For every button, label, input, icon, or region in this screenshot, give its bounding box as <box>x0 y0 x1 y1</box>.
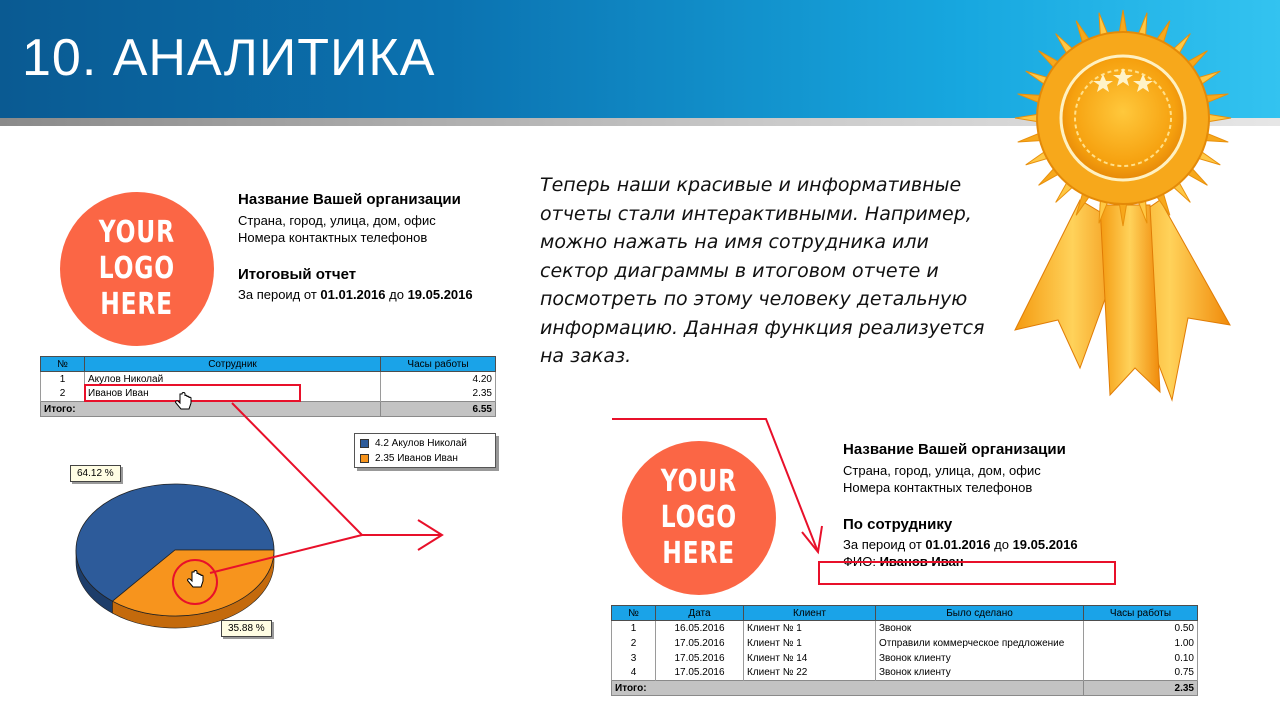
table-row: 4 17.05.2016 Клиент № 22 Звонок клиенту 0.75 <box>612 666 1198 681</box>
table-row: 3 17.05.2016 Клиент № 14 Звонок клиенту 0.10 <box>612 651 1198 666</box>
organization-name: Название Вашей организации <box>238 191 461 208</box>
column-header: Часы работы <box>381 357 496 372</box>
column-header: Клиент <box>744 606 876 621</box>
pie-percent-label: 35.88 % <box>221 620 272 637</box>
table-row: 2 17.05.2016 Клиент № 1 Отправили коммерческое предложение 1.00 <box>612 636 1198 651</box>
organization-phones: Номера контактных телефонов <box>843 480 1033 495</box>
company-logo: YOUR LOGO HERE <box>622 441 776 595</box>
fio-highlight <box>818 561 1116 585</box>
company-logo: YOUR LOGO HERE <box>60 192 214 346</box>
organization-name: Название Вашей организации <box>843 441 1066 458</box>
employee-name-link[interactable]: Акулов Николай <box>85 372 381 387</box>
arrow-line <box>232 403 442 535</box>
hand-cursor-icon <box>176 393 191 410</box>
summary-report-title: Итоговый отчет <box>238 266 357 283</box>
column-header: Часы работы <box>1084 606 1198 621</box>
legend-swatch <box>360 439 369 448</box>
column-header: № <box>41 357 85 372</box>
summary-report-period: За пероид от 01.01.2016 до 19.05.2016 <box>238 287 473 302</box>
detail-report-title: По сотруднику <box>843 516 953 533</box>
pie-percent-label: 64.12 % <box>70 465 121 482</box>
detail-report-header <box>843 441 1078 570</box>
legend-item[interactable]: 4.2 Акулов Николай <box>360 436 490 451</box>
page-title: 10. АНАЛИТИКА <box>22 29 436 87</box>
table-row: 1 16.05.2016 Клиент № 1 Звонок 0.50 <box>612 621 1198 636</box>
legend-swatch <box>360 454 369 463</box>
column-header: Было сделано <box>876 606 1084 621</box>
table-row: 1 Акулов Николай 4.20 <box>41 372 496 387</box>
table-row: 2 Иванов Иван 2.35 <box>41 387 496 402</box>
total-row: Итого: 2.35 <box>612 681 1198 696</box>
legend-item[interactable]: 2.35 Иванов Иван <box>360 451 490 466</box>
column-header: Дата <box>656 606 744 621</box>
column-header: Сотрудник <box>85 357 381 372</box>
organization-address: Страна, город, улица, дом, офис <box>238 213 436 228</box>
total-row: Итого: 6.55 <box>41 402 496 417</box>
detail-table <box>611 605 1198 696</box>
column-header: № <box>612 606 656 621</box>
employee-name-link[interactable]: Иванов Иван <box>85 387 381 402</box>
description-text: Теперь наши красивые и информативные отчеты стали интерактивными. Например, можно нажать на имя сотрудника или сектор диаграммы в итоговом отчете и посмотреть по этому человеку детальную информацию. Данная функция реализуется на заказ. <box>540 174 985 367</box>
employee-fio: ФИО: Иванов Иван <box>843 554 964 569</box>
organization-phones: Номера контактных телефонов <box>238 230 428 245</box>
detail-report-period: За пероид от 01.01.2016 до 19.05.2016 <box>843 537 1078 552</box>
chart-legend <box>354 433 496 468</box>
organization-address: Страна, город, улица, дом, офис <box>843 463 1041 478</box>
